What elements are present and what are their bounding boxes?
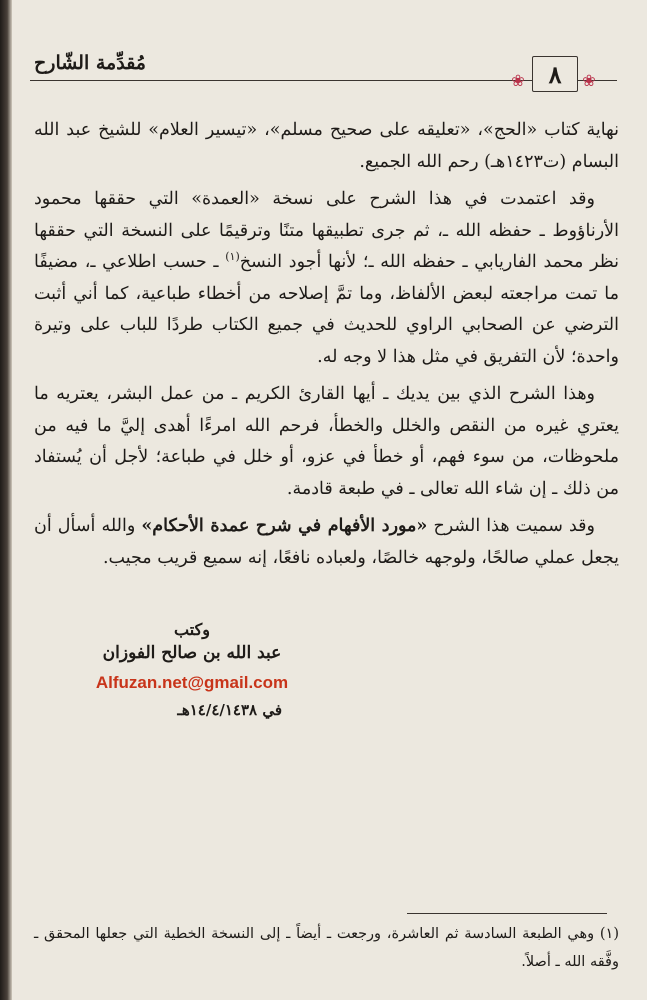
running-title: مُقدِّمة الشّارح xyxy=(34,52,146,74)
signature-block xyxy=(72,620,312,719)
footnote-rule xyxy=(407,913,607,914)
footnote: (١) وهي الطبعة السادسة ثم العاشرة، ورجعت ـ أيضاً ـ إلى النسخة الخطية التي جعلها المحقق ـ وفَّقه الله ـ أصلاً. xyxy=(34,926,619,970)
main-text xyxy=(34,115,619,580)
paragraph-3: وهذا الشرح الذي بين يديك ـ أيها القارئ الكريم ـ من عمل البشر، يعتريه ما يعتري غيره من النقص والخلل والخطأ، فرحم الله امرءًا أهدى إليَّ ما فيه من ملحوظات، من سوء فهم، أو خطأ في عزو، أو خلل في طباعة؛ لأجل أن يُستفاد من ذلك ـ إن شاء الله تعالى ـ في طبعة قادمة. xyxy=(34,384,619,499)
paragraph-2-part-b: ـ حسب اطلاعي ـ، مضيفًا ما تمت مراجعته لبعض الألفاظ، وما تمَّ إصلاحه من أخطاء طباعية، كما أني أثبت الترضي عن الصحابي الراوي للحديث في جميع الكتاب طردًا للباب على وتيرة واحدة؛ لأن التفريق في مثل هذا لا وجه له. xyxy=(34,252,619,367)
author-name: عبد الله بن صالح الفوزان xyxy=(102,643,282,663)
page-number-text: ٨ xyxy=(548,59,562,89)
footnote-reference[interactable]: (١) xyxy=(225,250,240,264)
paragraph-4-part-b: والله أسأل أن يجعل عملي صالحًا، ولوجهه خالصًا، ولعباده نافعًا، إنه سميع قريب مجيب. xyxy=(34,516,619,568)
header-ornament-right: ❀ xyxy=(582,71,596,90)
book-spine-edge xyxy=(0,0,12,1000)
book-page xyxy=(12,0,647,1000)
book-title: «مورد الأفهام في شرح عمدة الأحكام» xyxy=(141,516,428,536)
signature-date: في ١٤/٤/١٤٣٨هـ xyxy=(177,701,282,719)
header-rule xyxy=(30,80,617,81)
paragraph-1: نهاية كتاب «الحج»، «تعليقه على صحيح مسلم»، «تيسير العلام» للشيخ عبد الله البسام (ت١٤٢٣هـ) رحم الله الجميع. xyxy=(34,120,619,172)
paragraph-4-part-a: وقد سميت هذا الشرح xyxy=(427,516,595,536)
paragraph-2-part-a: وقد اعتمدت في هذا الشرح على نسخة «العمدة» التي حققها محمود الأرناؤوط ـ حفظه الله ـ، ثم جرى تطبيقها متنًا وترقيمًا على النسخة التي حققها نظر محمد الفاريابي ـ حفظه الله ـ؛ لأنها أجود النسخ xyxy=(34,189,619,272)
author-email[interactable]: Alfuzan.net@gmail.com xyxy=(95,673,289,692)
header-ornament-left: ❀ xyxy=(511,71,525,90)
paragraph-4 xyxy=(34,511,619,574)
page-number xyxy=(532,56,578,92)
signature-wakatab: وكتب xyxy=(174,620,210,639)
paragraph-2 xyxy=(34,184,619,373)
